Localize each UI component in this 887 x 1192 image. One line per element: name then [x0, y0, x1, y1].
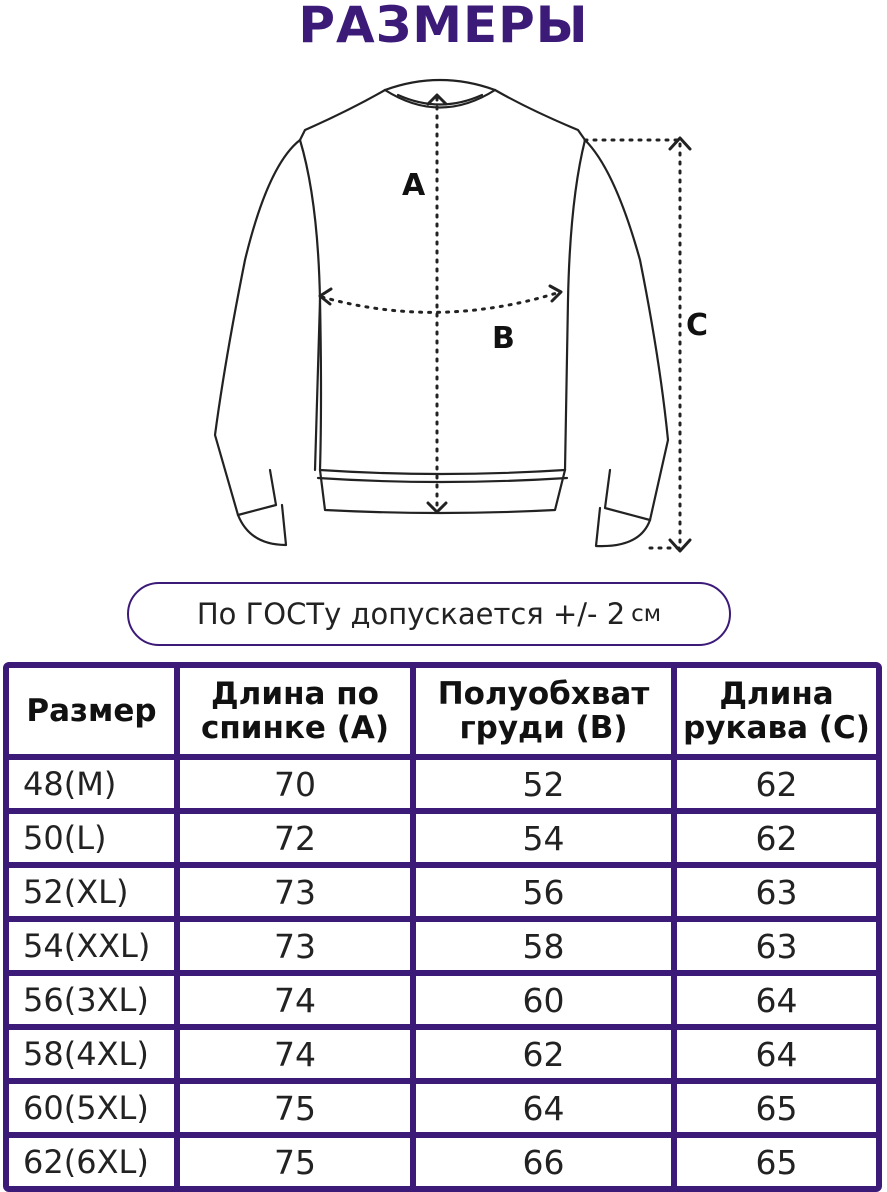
page-title: РАЗМЕРЫ [298, 0, 589, 54]
cell-sleeve-length: 63 [674, 919, 879, 973]
cell-sleeve-length: 62 [674, 811, 879, 865]
cell-back-length: 70 [177, 757, 413, 811]
tolerance-note [127, 582, 731, 646]
cell-chest: 58 [413, 919, 674, 973]
header-chest: Полуобхват груди (B) [413, 665, 674, 757]
cell-back-length: 74 [177, 973, 413, 1027]
header-sleeve-length: Длина рукава (C) [674, 665, 879, 757]
cell-chest: 52 [413, 757, 674, 811]
table-row [6, 1081, 879, 1135]
cell-size: 48(M) [6, 757, 177, 811]
cell-size: 56(3XL) [6, 973, 177, 1027]
table-row [6, 973, 879, 1027]
cell-back-length: 74 [177, 1027, 413, 1081]
sweatshirt-icon [0, 55, 887, 580]
table-row [6, 865, 879, 919]
size-table [3, 662, 882, 1192]
cell-sleeve-length: 63 [674, 865, 879, 919]
label-b: B [492, 321, 515, 356]
cell-sleeve-length: 65 [674, 1081, 879, 1135]
cell-back-length: 72 [177, 811, 413, 865]
cell-chest: 64 [413, 1081, 674, 1135]
label-a: A [402, 168, 426, 203]
table-header-row [6, 665, 879, 757]
cell-back-length: 73 [177, 919, 413, 973]
cell-back-length: 75 [177, 1135, 413, 1189]
cell-size: 60(5XL) [6, 1081, 177, 1135]
table-row [6, 757, 879, 811]
cell-size: 50(L) [6, 811, 177, 865]
cell-size: 54(XXL) [6, 919, 177, 973]
header-size: Размер [6, 665, 177, 757]
table-row [6, 811, 879, 865]
cell-sleeve-length: 65 [674, 1135, 879, 1189]
header-back-length: Длина по спинке (A) [177, 665, 413, 757]
cell-back-length: 75 [177, 1081, 413, 1135]
cell-sleeve-length: 62 [674, 757, 879, 811]
cell-chest: 54 [413, 811, 674, 865]
cell-size: 52(XL) [6, 865, 177, 919]
cell-size: 58(4XL) [6, 1027, 177, 1081]
cell-sleeve-length: 64 [674, 1027, 879, 1081]
table-row [6, 1135, 879, 1189]
tolerance-text: По ГОСТу допускается +/- 2 [196, 597, 626, 631]
cell-chest: 60 [413, 973, 674, 1027]
cell-sleeve-length: 64 [674, 973, 879, 1027]
cell-chest: 66 [413, 1135, 674, 1189]
tolerance-unit: см [631, 601, 662, 627]
table-row [6, 1027, 879, 1081]
cell-size: 62(6XL) [6, 1135, 177, 1189]
table-row [6, 919, 879, 973]
cell-chest: 62 [413, 1027, 674, 1081]
cell-chest: 56 [413, 865, 674, 919]
label-c: C [686, 308, 709, 343]
cell-back-length: 73 [177, 865, 413, 919]
